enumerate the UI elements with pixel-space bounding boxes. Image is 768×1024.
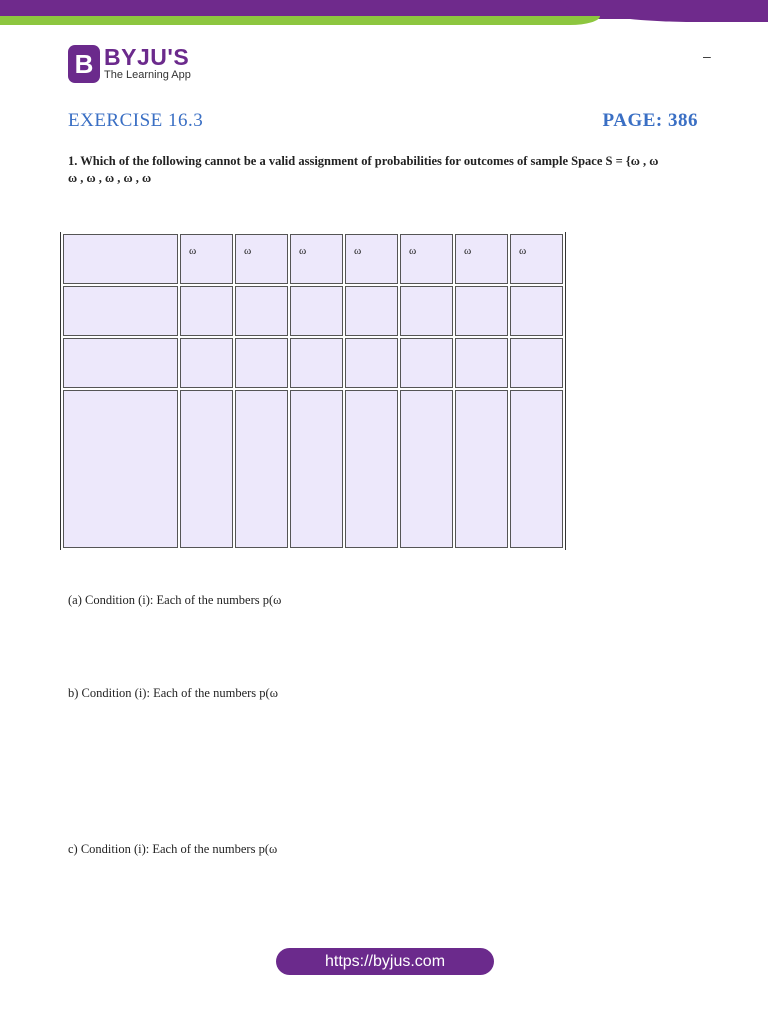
probability-table <box>60 232 590 562</box>
table-cell <box>510 286 563 336</box>
table-cell <box>400 390 453 548</box>
question-line-2: ω , ω , ω , ω , ω <box>68 171 152 185</box>
table-header-cell: ω <box>345 234 398 284</box>
table-cell <box>290 390 343 548</box>
banner-green-band <box>0 16 600 25</box>
table-cell <box>180 286 233 336</box>
top-banner <box>0 0 768 26</box>
table-header-cell: ω <box>235 234 288 284</box>
logo-icon: B <box>68 45 100 83</box>
table-row <box>63 390 563 548</box>
table-cell <box>235 286 288 336</box>
exercise-title: EXERCISE 16.3 <box>68 110 204 131</box>
table-header-cell: ω <box>290 234 343 284</box>
table-cell <box>455 390 508 548</box>
logo-tagline: The Learning App <box>104 69 191 81</box>
question-line-1: 1. Which of the following cannot be a valid assignment of probabilities for outcomes of sample Space S = {ω , ω <box>68 154 659 168</box>
logo-name: BYJU'S <box>104 44 190 70</box>
table-header-cell: ω <box>455 234 508 284</box>
table-header-cell: ω <box>180 234 233 284</box>
table-row <box>63 338 563 388</box>
table-cell <box>455 286 508 336</box>
table-cell <box>180 338 233 388</box>
table-cell <box>235 390 288 548</box>
table-cell <box>510 390 563 548</box>
table-cell <box>510 338 563 388</box>
table-cell <box>63 338 178 388</box>
condition-a: (a) Condition (i): Each of the numbers p(ω <box>68 593 282 607</box>
table-cell <box>235 338 288 388</box>
table-cell <box>400 286 453 336</box>
table <box>60 232 566 550</box>
page-number: PAGE: 386 <box>602 110 698 131</box>
condition-b: b) Condition (i): Each of the numbers p(ω <box>68 686 278 700</box>
table-header-cell: ω <box>400 234 453 284</box>
question-text <box>68 153 700 187</box>
table-cell <box>345 390 398 548</box>
website-link-button[interactable]: https://byjus.com <box>276 948 494 975</box>
table-cell <box>455 338 508 388</box>
table-cell <box>290 338 343 388</box>
table-cell <box>345 286 398 336</box>
table-header-cell: ω <box>510 234 563 284</box>
table-row <box>63 286 563 336</box>
table-cell <box>63 286 178 336</box>
table-cell <box>345 338 398 388</box>
table-cell <box>180 390 233 548</box>
table-cell <box>290 286 343 336</box>
table-cell <box>63 234 178 284</box>
table-cell <box>400 338 453 388</box>
condition-c: c) Condition (i): Each of the numbers p(ω <box>68 842 278 856</box>
table-header-row <box>63 234 563 284</box>
page-mark: – <box>703 48 711 64</box>
byjus-logo[interactable] <box>68 45 191 83</box>
table-cell <box>63 390 178 548</box>
logo-text <box>104 46 191 82</box>
